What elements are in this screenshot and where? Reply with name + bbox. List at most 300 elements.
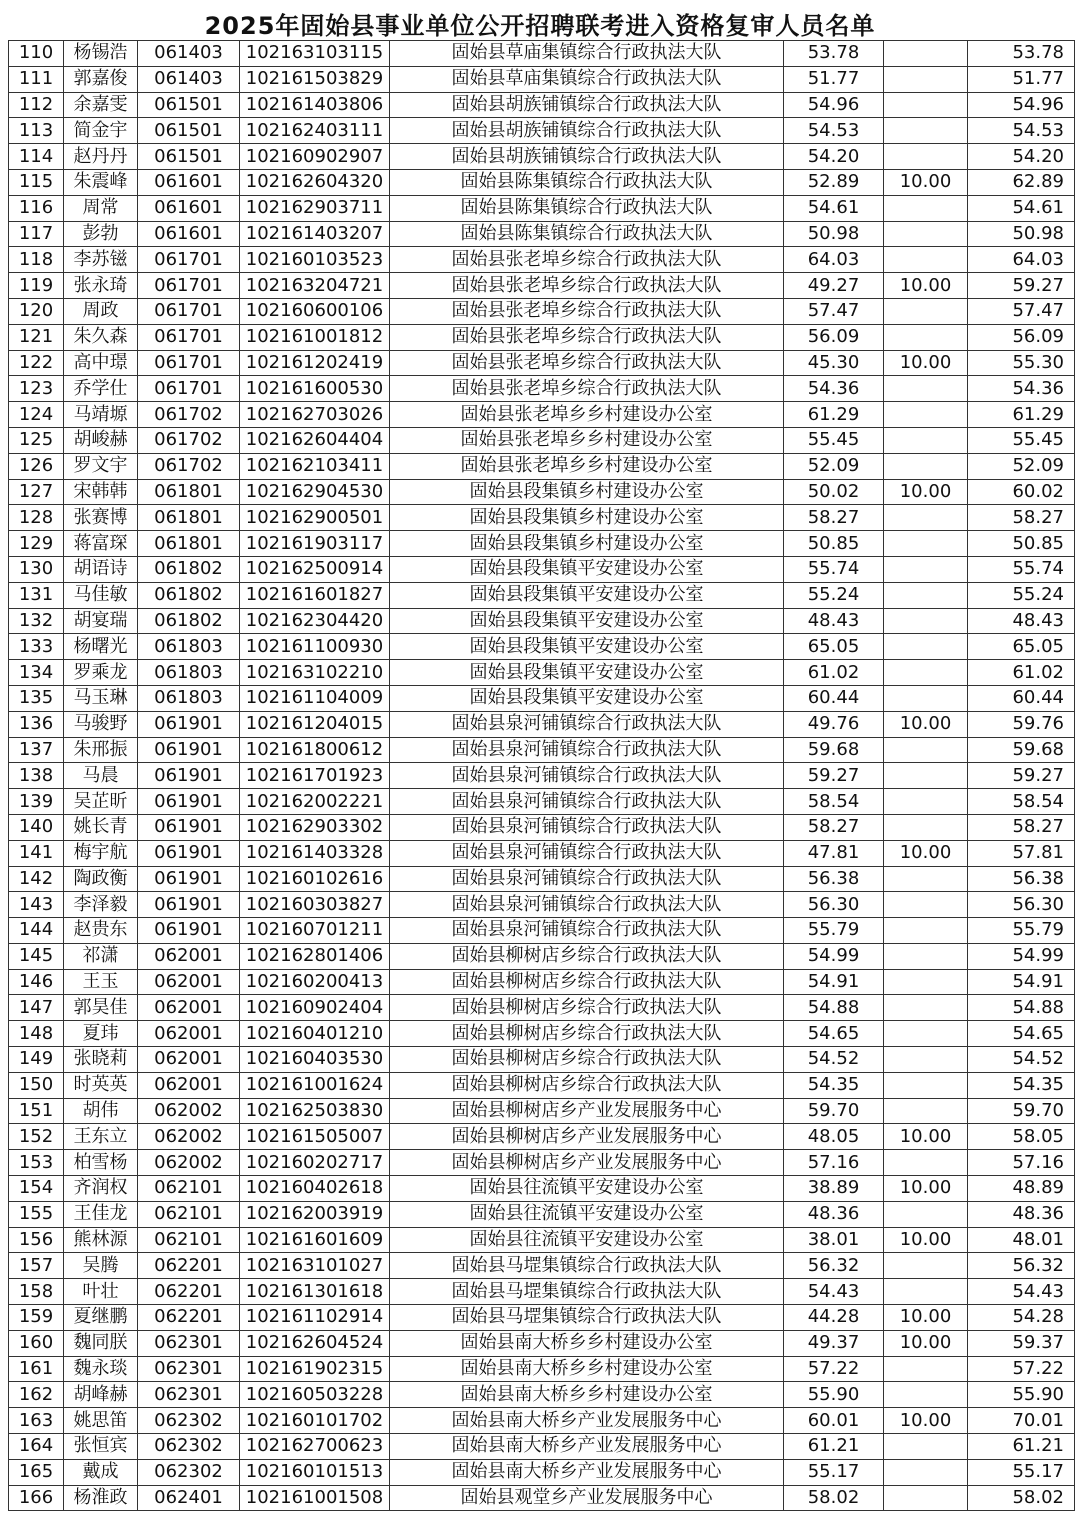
written-score: 54.65 <box>784 1021 884 1047</box>
candidate-name: 宋韩韩 <box>64 479 138 505</box>
employer-unit: 固始县段集镇平安建设办公室 <box>390 685 784 711</box>
total-score: 61.21 <box>968 1434 1075 1460</box>
table-row <box>9 376 1075 402</box>
total-score: 52.09 <box>968 453 1075 479</box>
table-row <box>9 1459 1075 1485</box>
exam-number: 102162700623 <box>240 1434 390 1460</box>
candidate-name: 朱邢振 <box>64 737 138 763</box>
exam-number: 102163204721 <box>240 273 390 299</box>
candidate-name: 张晓莉 <box>64 1047 138 1073</box>
row-number: 118 <box>9 247 64 273</box>
page-title: 2025年固始县事业单位公开招聘联考进入资格复审人员名单 <box>204 12 876 40</box>
total-score: 54.43 <box>968 1279 1075 1305</box>
written-score: 55.17 <box>784 1459 884 1485</box>
position-code: 062401 <box>138 1485 240 1511</box>
exam-number: 102163102210 <box>240 660 390 686</box>
total-score: 55.17 <box>968 1459 1075 1485</box>
row-number: 146 <box>9 969 64 995</box>
total-score: 55.90 <box>968 1382 1075 1408</box>
bonus-points: 10.00 <box>884 1305 968 1331</box>
employer-unit: 固始县胡族铺镇综合行政执法大队 <box>390 92 784 118</box>
row-number: 150 <box>9 1072 64 1098</box>
position-code: 062201 <box>138 1305 240 1331</box>
employer-unit: 固始县泉河铺镇综合行政执法大队 <box>390 763 784 789</box>
position-code: 062101 <box>138 1176 240 1202</box>
position-code: 061701 <box>138 273 240 299</box>
written-score: 45.30 <box>784 350 884 376</box>
position-code: 061901 <box>138 892 240 918</box>
exam-number: 102161600530 <box>240 376 390 402</box>
total-score: 61.02 <box>968 660 1075 686</box>
employer-unit: 固始县张老埠乡乡村建设办公室 <box>390 402 784 428</box>
candidate-name: 马玉琳 <box>64 685 138 711</box>
table-row <box>9 866 1075 892</box>
written-score: 49.27 <box>784 273 884 299</box>
position-code: 062101 <box>138 1201 240 1227</box>
employer-unit: 固始县柳树店乡产业发展服务中心 <box>390 1098 784 1124</box>
employer-unit: 固始县马堽集镇综合行政执法大队 <box>390 1253 784 1279</box>
candidate-name: 蒋富琛 <box>64 531 138 557</box>
total-score: 70.01 <box>968 1408 1075 1434</box>
table-row <box>9 789 1075 815</box>
table-row <box>9 427 1075 453</box>
employer-unit: 固始县马堽集镇综合行政执法大队 <box>390 1279 784 1305</box>
row-number: 132 <box>9 608 64 634</box>
row-number: 119 <box>9 273 64 299</box>
exam-number: 102160103523 <box>240 247 390 273</box>
bonus-points: 10.00 <box>884 840 968 866</box>
employer-unit: 固始县泉河铺镇综合行政执法大队 <box>390 711 784 737</box>
position-code: 061901 <box>138 840 240 866</box>
employer-unit: 固始县胡族铺镇综合行政执法大队 <box>390 144 784 170</box>
row-number: 116 <box>9 195 64 221</box>
employer-unit: 固始县段集镇平安建设办公室 <box>390 608 784 634</box>
candidate-name: 胡峰赫 <box>64 1382 138 1408</box>
employer-unit: 固始县柳树店乡综合行政执法大队 <box>390 943 784 969</box>
position-code: 061501 <box>138 92 240 118</box>
total-score: 54.52 <box>968 1047 1075 1073</box>
employer-unit: 固始县南大桥乡乡村建设办公室 <box>390 1356 784 1382</box>
candidate-name: 郭嘉俊 <box>64 66 138 92</box>
bonus-points: 10.00 <box>884 350 968 376</box>
table-row <box>9 1305 1075 1331</box>
bonus-points <box>884 634 968 660</box>
row-number: 143 <box>9 892 64 918</box>
exam-number: 102160101702 <box>240 1408 390 1434</box>
written-score: 55.74 <box>784 556 884 582</box>
row-number: 128 <box>9 505 64 531</box>
written-score: 54.91 <box>784 969 884 995</box>
row-number: 159 <box>9 1305 64 1331</box>
written-score: 58.54 <box>784 789 884 815</box>
position-code: 061901 <box>138 789 240 815</box>
exam-number: 102161903117 <box>240 531 390 557</box>
candidate-name: 周政 <box>64 298 138 324</box>
exam-number: 102160102616 <box>240 866 390 892</box>
employer-unit: 固始县段集镇乡村建设办公室 <box>390 505 784 531</box>
position-code: 061802 <box>138 556 240 582</box>
table-row <box>9 1485 1075 1511</box>
row-number: 110 <box>9 41 64 67</box>
candidate-name: 乔学仕 <box>64 376 138 402</box>
employer-unit: 固始县张老埠乡乡村建设办公室 <box>390 453 784 479</box>
written-score: 56.30 <box>784 892 884 918</box>
written-score: 54.61 <box>784 195 884 221</box>
row-number: 125 <box>9 427 64 453</box>
total-score: 54.96 <box>968 92 1075 118</box>
exam-number: 102162604404 <box>240 427 390 453</box>
bonus-points <box>884 866 968 892</box>
total-score: 54.35 <box>968 1072 1075 1098</box>
employer-unit: 固始县柳树店乡产业发展服务中心 <box>390 1150 784 1176</box>
bonus-points <box>884 995 968 1021</box>
position-code: 061701 <box>138 247 240 273</box>
total-score: 56.30 <box>968 892 1075 918</box>
bonus-points <box>884 1459 968 1485</box>
written-score: 55.79 <box>784 918 884 944</box>
candidate-table <box>8 40 1075 1511</box>
employer-unit: 固始县张老埠乡综合行政执法大队 <box>390 324 784 350</box>
candidate-name: 胡宴瑞 <box>64 608 138 634</box>
table-row <box>9 685 1075 711</box>
row-number: 113 <box>9 118 64 144</box>
position-code: 062301 <box>138 1356 240 1382</box>
employer-unit: 固始县泉河铺镇综合行政执法大队 <box>390 789 784 815</box>
bonus-points <box>884 324 968 350</box>
written-score: 57.16 <box>784 1150 884 1176</box>
candidate-name: 郭昊佳 <box>64 995 138 1021</box>
bonus-points: 10.00 <box>884 1227 968 1253</box>
exam-number: 102161403328 <box>240 840 390 866</box>
table-row <box>9 41 1075 67</box>
table-row <box>9 1072 1075 1098</box>
written-score: 54.35 <box>784 1072 884 1098</box>
position-code: 062301 <box>138 1330 240 1356</box>
exam-number: 102162801406 <box>240 943 390 969</box>
total-score: 62.89 <box>968 169 1075 195</box>
employer-unit: 固始县柳树店乡综合行政执法大队 <box>390 1047 784 1073</box>
total-score: 48.36 <box>968 1201 1075 1227</box>
total-score: 57.81 <box>968 840 1075 866</box>
written-score: 50.98 <box>784 221 884 247</box>
position-code: 062002 <box>138 1124 240 1150</box>
table-row <box>9 1356 1075 1382</box>
position-code: 061701 <box>138 350 240 376</box>
candidate-name: 夏玮 <box>64 1021 138 1047</box>
total-score: 50.85 <box>968 531 1075 557</box>
exam-number: 102161001812 <box>240 324 390 350</box>
written-score: 49.76 <box>784 711 884 737</box>
employer-unit: 固始县南大桥乡乡村建设办公室 <box>390 1382 784 1408</box>
bonus-points <box>884 918 968 944</box>
exam-number: 102161503829 <box>240 66 390 92</box>
total-score: 58.02 <box>968 1485 1075 1511</box>
position-code: 061901 <box>138 711 240 737</box>
candidate-name: 罗文宇 <box>64 453 138 479</box>
row-number: 111 <box>9 66 64 92</box>
candidate-name: 赵贵东 <box>64 918 138 944</box>
bonus-points <box>884 195 968 221</box>
employer-unit: 固始县张老埠乡综合行政执法大队 <box>390 273 784 299</box>
written-score: 59.70 <box>784 1098 884 1124</box>
table-row <box>9 634 1075 660</box>
total-score: 54.88 <box>968 995 1075 1021</box>
employer-unit: 固始县柳树店乡综合行政执法大队 <box>390 1072 784 1098</box>
written-score: 56.38 <box>784 866 884 892</box>
written-score: 54.53 <box>784 118 884 144</box>
total-score: 54.91 <box>968 969 1075 995</box>
table-row <box>9 556 1075 582</box>
row-number: 121 <box>9 324 64 350</box>
exam-number: 102162703026 <box>240 402 390 428</box>
table-row <box>9 169 1075 195</box>
row-number: 149 <box>9 1047 64 1073</box>
row-number: 162 <box>9 1382 64 1408</box>
employer-unit: 固始县观堂乡产业发展服务中心 <box>390 1485 784 1511</box>
employer-unit: 固始县张老埠乡综合行政执法大队 <box>390 350 784 376</box>
position-code: 061601 <box>138 169 240 195</box>
row-number: 151 <box>9 1098 64 1124</box>
bonus-points <box>884 1047 968 1073</box>
employer-unit: 固始县马堽集镇综合行政执法大队 <box>390 1305 784 1331</box>
position-code: 062101 <box>138 1227 240 1253</box>
written-score: 54.43 <box>784 1279 884 1305</box>
exam-number: 102162903302 <box>240 814 390 840</box>
table-row <box>9 943 1075 969</box>
bonus-points <box>884 789 968 815</box>
position-code: 061803 <box>138 685 240 711</box>
total-score: 50.98 <box>968 221 1075 247</box>
position-code: 061803 <box>138 634 240 660</box>
position-code: 061801 <box>138 479 240 505</box>
employer-unit: 固始县陈集镇综合行政执法大队 <box>390 221 784 247</box>
bonus-points <box>884 737 968 763</box>
table-row <box>9 298 1075 324</box>
bonus-points: 10.00 <box>884 1330 968 1356</box>
table-row <box>9 247 1075 273</box>
candidate-name: 胡伟 <box>64 1098 138 1124</box>
exam-number: 102160303827 <box>240 892 390 918</box>
table-row <box>9 969 1075 995</box>
exam-number: 102162500914 <box>240 556 390 582</box>
total-score: 56.32 <box>968 1253 1075 1279</box>
written-score: 56.32 <box>784 1253 884 1279</box>
written-score: 52.09 <box>784 453 884 479</box>
employer-unit: 固始县张老埠乡综合行政执法大队 <box>390 298 784 324</box>
row-number: 154 <box>9 1176 64 1202</box>
row-number: 140 <box>9 814 64 840</box>
position-code: 061701 <box>138 324 240 350</box>
bonus-points <box>884 608 968 634</box>
candidate-name: 姚长青 <box>64 814 138 840</box>
candidate-name: 梅宇航 <box>64 840 138 866</box>
table-row <box>9 840 1075 866</box>
row-number: 141 <box>9 840 64 866</box>
exam-number: 102161102914 <box>240 1305 390 1331</box>
bonus-points <box>884 41 968 67</box>
exam-number: 102160202717 <box>240 1150 390 1176</box>
bonus-points: 10.00 <box>884 1176 968 1202</box>
candidate-name: 魏同朕 <box>64 1330 138 1356</box>
candidate-name: 马骏野 <box>64 711 138 737</box>
employer-unit: 固始县张老埠乡综合行政执法大队 <box>390 247 784 273</box>
written-score: 59.68 <box>784 737 884 763</box>
candidate-name: 张赛博 <box>64 505 138 531</box>
candidate-name: 彭勃 <box>64 221 138 247</box>
written-score: 58.02 <box>784 1485 884 1511</box>
written-score: 48.36 <box>784 1201 884 1227</box>
total-score: 53.78 <box>968 41 1075 67</box>
bonus-points <box>884 144 968 170</box>
candidate-name: 魏永琰 <box>64 1356 138 1382</box>
total-score: 61.29 <box>968 402 1075 428</box>
position-code: 062302 <box>138 1459 240 1485</box>
total-score: 60.44 <box>968 685 1075 711</box>
table-row <box>9 118 1075 144</box>
row-number: 123 <box>9 376 64 402</box>
total-score: 59.27 <box>968 763 1075 789</box>
row-number: 160 <box>9 1330 64 1356</box>
candidate-name: 戴成 <box>64 1459 138 1485</box>
employer-unit: 固始县泉河铺镇综合行政执法大队 <box>390 814 784 840</box>
candidate-name: 吴腾 <box>64 1253 138 1279</box>
position-code: 061403 <box>138 41 240 67</box>
total-score: 54.53 <box>968 118 1075 144</box>
bonus-points <box>884 221 968 247</box>
employer-unit: 固始县往流镇平安建设办公室 <box>390 1227 784 1253</box>
exam-number: 102160600106 <box>240 298 390 324</box>
position-code: 062001 <box>138 995 240 1021</box>
position-code: 061701 <box>138 376 240 402</box>
bonus-points <box>884 66 968 92</box>
table-row <box>9 918 1075 944</box>
exam-number: 102162604524 <box>240 1330 390 1356</box>
bonus-points: 10.00 <box>884 1408 968 1434</box>
exam-number: 102160402618 <box>240 1176 390 1202</box>
row-number: 153 <box>9 1150 64 1176</box>
row-number: 131 <box>9 582 64 608</box>
row-number: 144 <box>9 918 64 944</box>
total-score: 57.22 <box>968 1356 1075 1382</box>
total-score: 59.27 <box>968 273 1075 299</box>
row-number: 124 <box>9 402 64 428</box>
bonus-points <box>884 402 968 428</box>
written-score: 38.01 <box>784 1227 884 1253</box>
employer-unit: 固始县泉河铺镇综合行政执法大队 <box>390 866 784 892</box>
exam-number: 102160902907 <box>240 144 390 170</box>
bonus-points: 10.00 <box>884 273 968 299</box>
candidate-name: 陶政衡 <box>64 866 138 892</box>
bonus-points <box>884 582 968 608</box>
employer-unit: 固始县草庙集镇综合行政执法大队 <box>390 41 784 67</box>
table-row <box>9 1434 1075 1460</box>
table-row <box>9 1330 1075 1356</box>
written-score: 53.78 <box>784 41 884 67</box>
employer-unit: 固始县南大桥乡产业发展服务中心 <box>390 1434 784 1460</box>
written-score: 50.02 <box>784 479 884 505</box>
exam-number: 102160101513 <box>240 1459 390 1485</box>
position-code: 061802 <box>138 608 240 634</box>
row-number: 136 <box>9 711 64 737</box>
candidate-name: 时英英 <box>64 1072 138 1098</box>
position-code: 061702 <box>138 402 240 428</box>
written-score: 55.45 <box>784 427 884 453</box>
position-code: 061801 <box>138 505 240 531</box>
exam-number: 102161505007 <box>240 1124 390 1150</box>
written-score: 50.85 <box>784 531 884 557</box>
employer-unit: 固始县南大桥乡产业发展服务中心 <box>390 1459 784 1485</box>
table-row <box>9 1408 1075 1434</box>
total-score: 54.99 <box>968 943 1075 969</box>
position-code: 062001 <box>138 1072 240 1098</box>
exam-number: 102162903711 <box>240 195 390 221</box>
written-score: 54.36 <box>784 376 884 402</box>
employer-unit: 固始县往流镇平安建设办公室 <box>390 1201 784 1227</box>
exam-number: 102160401210 <box>240 1021 390 1047</box>
written-score: 54.52 <box>784 1047 884 1073</box>
table-row <box>9 221 1075 247</box>
exam-number: 102161601609 <box>240 1227 390 1253</box>
table-row <box>9 660 1075 686</box>
employer-unit: 固始县段集镇平安建设办公室 <box>390 660 784 686</box>
position-code: 062002 <box>138 1098 240 1124</box>
bonus-points <box>884 1434 968 1460</box>
position-code: 062301 <box>138 1382 240 1408</box>
total-score: 59.68 <box>968 737 1075 763</box>
position-code: 061501 <box>138 144 240 170</box>
row-number: 135 <box>9 685 64 711</box>
total-score: 54.20 <box>968 144 1075 170</box>
position-code: 061403 <box>138 66 240 92</box>
total-score: 58.54 <box>968 789 1075 815</box>
employer-unit: 固始县段集镇乡村建设办公室 <box>390 531 784 557</box>
row-number: 166 <box>9 1485 64 1511</box>
employer-unit: 固始县南大桥乡乡村建设办公室 <box>390 1330 784 1356</box>
written-score: 57.22 <box>784 1356 884 1382</box>
table-row <box>9 195 1075 221</box>
employer-unit: 固始县往流镇平安建设办公室 <box>390 1176 784 1202</box>
position-code: 061701 <box>138 298 240 324</box>
exam-number: 102160503228 <box>240 1382 390 1408</box>
candidate-name: 朱震峰 <box>64 169 138 195</box>
table-row <box>9 350 1075 376</box>
table-row <box>9 1253 1075 1279</box>
position-code: 061901 <box>138 866 240 892</box>
row-number: 115 <box>9 169 64 195</box>
employer-unit: 固始县胡族铺镇综合行政执法大队 <box>390 118 784 144</box>
written-score: 51.77 <box>784 66 884 92</box>
position-code: 061601 <box>138 195 240 221</box>
exam-number: 102162900501 <box>240 505 390 531</box>
written-score: 64.03 <box>784 247 884 273</box>
exam-number: 102163103115 <box>240 41 390 67</box>
exam-number: 102160200413 <box>240 969 390 995</box>
position-code: 061901 <box>138 814 240 840</box>
candidate-name: 余嘉雯 <box>64 92 138 118</box>
table-row <box>9 763 1075 789</box>
written-score: 48.05 <box>784 1124 884 1150</box>
exam-number: 102161701923 <box>240 763 390 789</box>
bonus-points <box>884 1253 968 1279</box>
candidate-name: 王东立 <box>64 1124 138 1150</box>
candidate-name: 祁潇 <box>64 943 138 969</box>
candidate-name: 马佳敏 <box>64 582 138 608</box>
position-code: 061702 <box>138 427 240 453</box>
table-row <box>9 66 1075 92</box>
employer-unit: 固始县段集镇平安建设办公室 <box>390 556 784 582</box>
total-score: 55.79 <box>968 918 1075 944</box>
written-score: 54.96 <box>784 92 884 118</box>
